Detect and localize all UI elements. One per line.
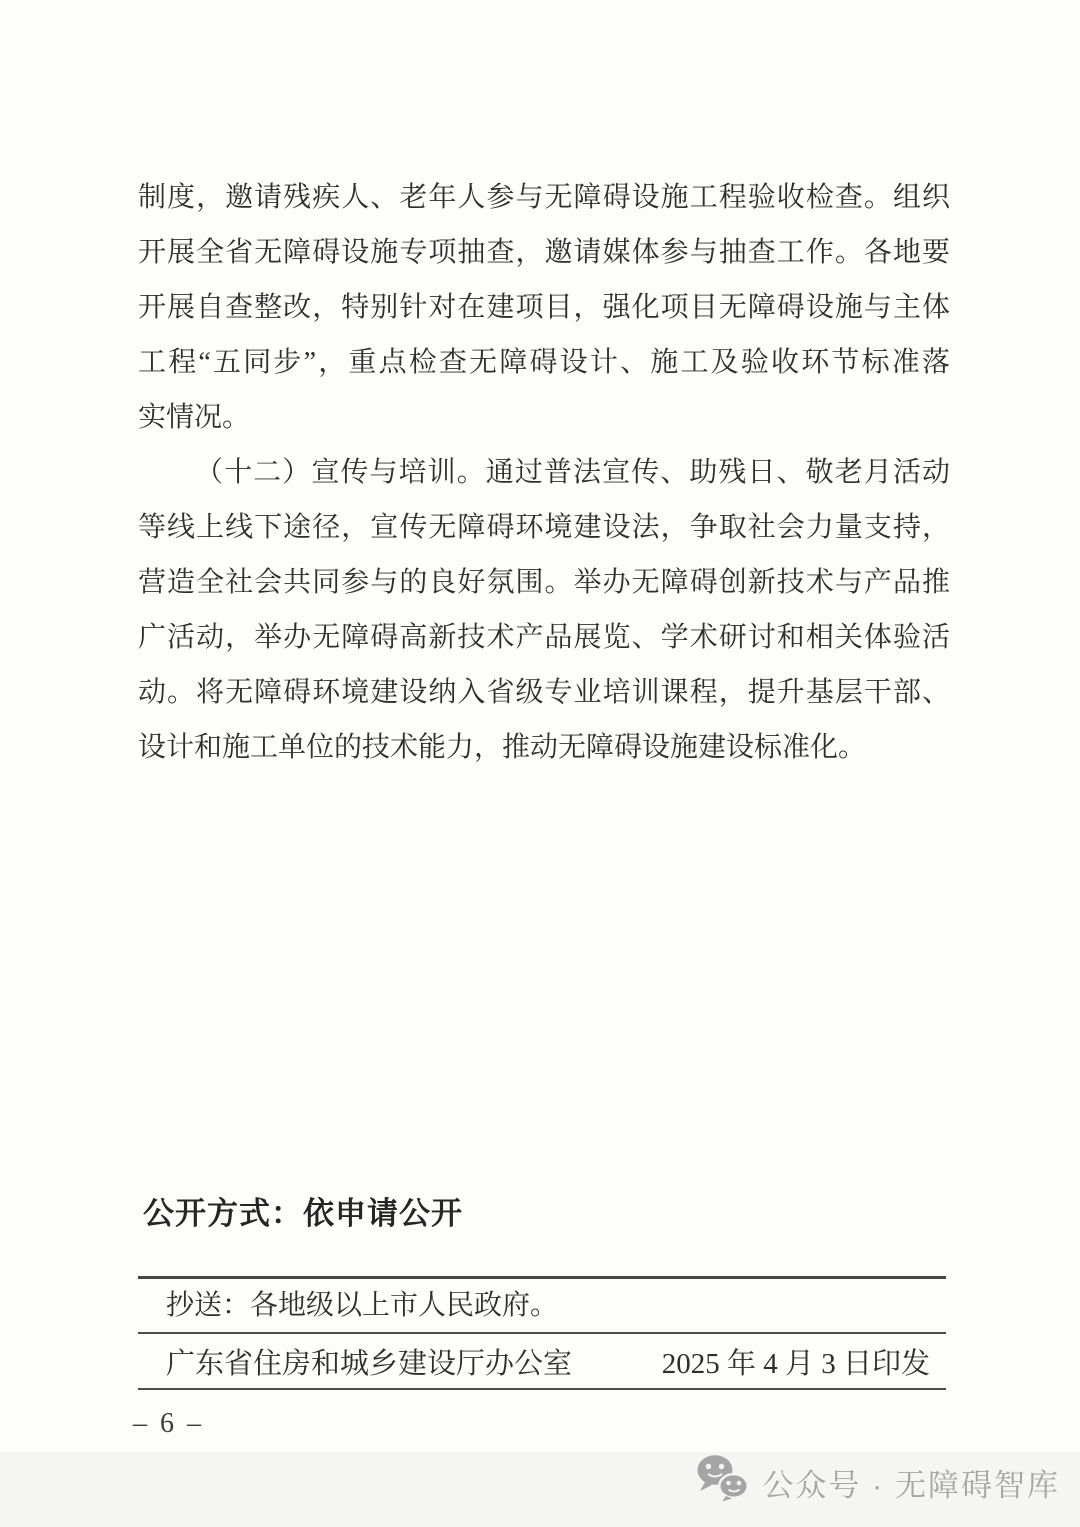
body-line: 等线上线下途径，宣传无障碍环境建设法，争取社会力量支持， bbox=[138, 512, 950, 543]
body-line: 广活动，举办无障碍高新技术产品展览、学术研讨和相关体验活 bbox=[138, 622, 950, 653]
body-line: 开展全省无障碍设施专项抽查，邀请媒体参与抽查工作。各地要 bbox=[138, 237, 950, 268]
disclosure-method: 公开方式：依申请公开 bbox=[143, 1196, 463, 1231]
issuer-office: 广东省住房和城乡建设厅办公室 bbox=[166, 1347, 573, 1380]
body-line: 工程“五同步”，重点检查无障碍设计、施工及验收环节标准落 bbox=[138, 347, 950, 378]
page-number: – 6 – bbox=[133, 1408, 204, 1439]
body-line: （十二）宣传与培训。通过普法宣传、助残日、敬老月活动 bbox=[195, 457, 950, 488]
watermark-text: 公众号 · 无障碍智库 bbox=[762, 1467, 1060, 1503]
watermark bbox=[696, 1456, 1060, 1508]
issuer-row bbox=[138, 1334, 946, 1390]
body-line: 开展自查整改，特别针对在建项目，强化项目无障碍设施与主体 bbox=[138, 292, 950, 323]
cc-row: 抄送：各地级以上市人民政府。 bbox=[138, 1279, 946, 1334]
document-footer bbox=[138, 1276, 946, 1390]
body-text bbox=[138, 170, 950, 775]
body-line: 设计和施工单位的技术能力，推动无障碍设施建设标准化。 bbox=[138, 732, 867, 763]
wechat-icon bbox=[696, 1454, 750, 1510]
body-line: 营造全社会共同参与的良好氛围。举办无障碍创新技术与产品推 bbox=[138, 567, 950, 598]
body-line: 实情况。 bbox=[138, 402, 251, 433]
print-date: 2025 年 4 月 3 日印发 bbox=[661, 1347, 930, 1380]
body-line: 制度，邀请残疾人、老年人参与无障碍设施工程验收检查。组织 bbox=[138, 182, 950, 213]
body-line: 动。将无障碍环境建设纳入省级专业培训课程，提升基层干部、 bbox=[138, 677, 950, 708]
